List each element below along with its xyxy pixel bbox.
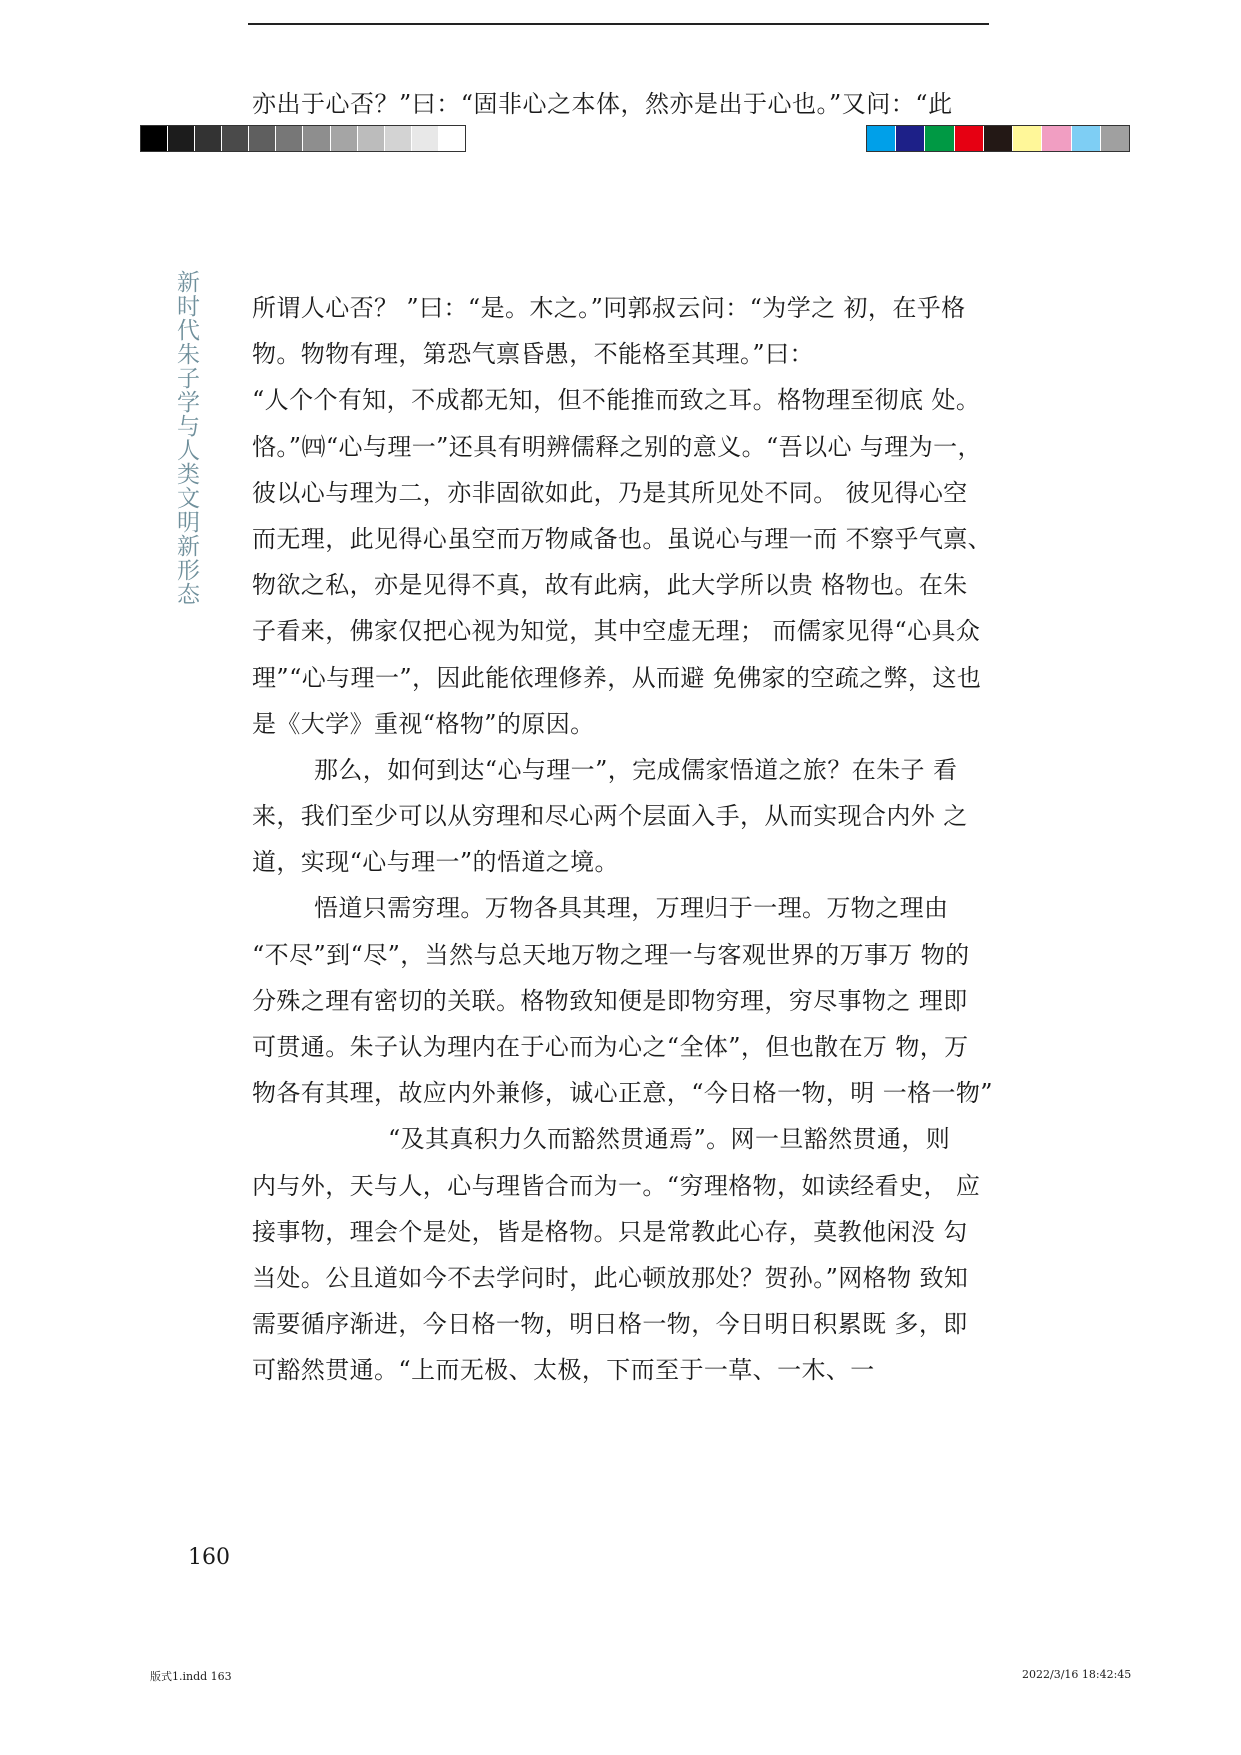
text-line: 物各有其理，故应内外兼修，诚心正意，“今日格一物，明 一格一物” bbox=[252, 1079, 993, 1108]
footer-file-name: 版式1.indd 163 bbox=[150, 1670, 232, 1683]
page-number: 160 bbox=[188, 1545, 230, 1570]
text-line: 物欲之私，亦是见得不真，故有此病，此大学所以贵 格物也。在朱 bbox=[252, 571, 968, 600]
color-swatch bbox=[1101, 126, 1129, 151]
gray-swatch bbox=[385, 126, 412, 151]
text-line: 是《大学》重视“格物”的原因。 bbox=[252, 709, 595, 738]
color-swatch bbox=[1042, 126, 1071, 151]
top-rule bbox=[248, 23, 989, 25]
text-line: 接事物，理会个是处，皆是格物。只是常教此心存，莫教他闲没 勾 bbox=[252, 1217, 968, 1246]
gray-swatch bbox=[141, 126, 168, 151]
process-color-bar bbox=[866, 125, 1130, 152]
text-line: 来，我们至少可以从穷理和尽心两个层面入手，从而实现合内外 之 bbox=[252, 802, 968, 831]
text-line: 内与外，天与人，心与理皆合而为一。“穷理格物，如读经看史， 应 bbox=[252, 1171, 981, 1200]
text-line: 分殊之理有密切的关联。格物致知便是即物穷理，穷尽事物之 理即 bbox=[252, 986, 968, 1015]
text-line: 恪。”㈣“心与理一”还具有明辨儒释之别的意义。“吾以心 与理为一， bbox=[252, 432, 982, 461]
color-swatch bbox=[896, 126, 925, 151]
text-line: 悟道只需穷理。万物各具其理，万理归于一理。万物之理由 bbox=[314, 894, 949, 923]
running-head-vertical-title: 新时代朱子学与人类文明新形态 bbox=[173, 270, 199, 606]
gray-swatch bbox=[195, 126, 222, 151]
gray-swatch bbox=[168, 126, 195, 151]
gray-swatch bbox=[412, 126, 439, 151]
text-line: 道，实现“心与理一”的悟道之境。 bbox=[252, 848, 619, 877]
color-swatch bbox=[984, 126, 1013, 151]
gray-swatch bbox=[331, 126, 358, 151]
grayscale-color-bar bbox=[140, 125, 466, 152]
text-line: “不尽”到“尽”，当然与总天地万物之理一与客观世界的万事万 物的 bbox=[252, 940, 970, 969]
text-line: 可贯通。朱子认为理内在于心而为心之“全体”，但也散在万 物，万 bbox=[252, 1033, 969, 1061]
gray-swatch bbox=[439, 126, 465, 151]
text-line: 当处。公且道如今不去学问时，此心顿放那处？贺孙。”网格物 致知 bbox=[252, 1263, 969, 1292]
text-line: “人个个有知，不成都无知，但不能推而致之耳。格物理至彻底 处。 bbox=[252, 386, 981, 415]
color-swatch bbox=[867, 126, 896, 151]
text-line: 所谓人心否？ ”曰：“是。木之。”冋郭叔云问：“为学之 初，在乎格 bbox=[252, 294, 966, 322]
gray-swatch bbox=[222, 126, 249, 151]
text-line: 子看来，佛家仅把心视为知觉，其中空虚无理； 而儒家见得“心具众 bbox=[252, 617, 981, 646]
text-line: 理”“心与理一”，因此能依理修养，从而避 免佛家的空疏之弊，这也 bbox=[252, 663, 982, 692]
text-line: 彼以心与理为二，亦非固欲如此，乃是其所见处不同。 彼见得心空 bbox=[252, 478, 968, 507]
header-text-line: 亦出于心否？”曰：“固非心之本体，然亦是出于心也。”又问：“此 bbox=[252, 90, 953, 118]
text-line: 物。物物有理，第恐气禀昏愚，不能格至其理。”曰： bbox=[252, 340, 814, 369]
text-line: 需要循序渐进，今日格一物，明日格一物，今日明日积累既 多，即 bbox=[252, 1310, 968, 1339]
gray-swatch bbox=[249, 126, 276, 151]
color-swatch bbox=[1072, 126, 1101, 151]
color-swatch bbox=[955, 126, 984, 151]
gray-swatch bbox=[303, 126, 330, 151]
gray-swatch bbox=[358, 126, 385, 151]
text-line: “及其真积力久而豁然贯通焉”。网一旦豁然贯通，则 bbox=[388, 1125, 951, 1154]
color-swatch bbox=[925, 126, 954, 151]
text-line: 而无理，此见得心虽空而万物咸备也。虽说心与理一而 不察乎气禀、 bbox=[252, 524, 993, 553]
gray-swatch bbox=[276, 126, 303, 151]
footer-timestamp: 2022/3/16 18:42:45 bbox=[1022, 1668, 1132, 1681]
color-swatch bbox=[1013, 126, 1042, 151]
text-line: 可豁然贯通。“上而无极、太极，下而至于一草、一木、一 bbox=[252, 1356, 875, 1385]
body-text bbox=[252, 285, 1012, 1394]
text-line: 那么，如何到达“心与理一”，完成儒家悟道之旅？在朱子 看 bbox=[314, 755, 958, 784]
